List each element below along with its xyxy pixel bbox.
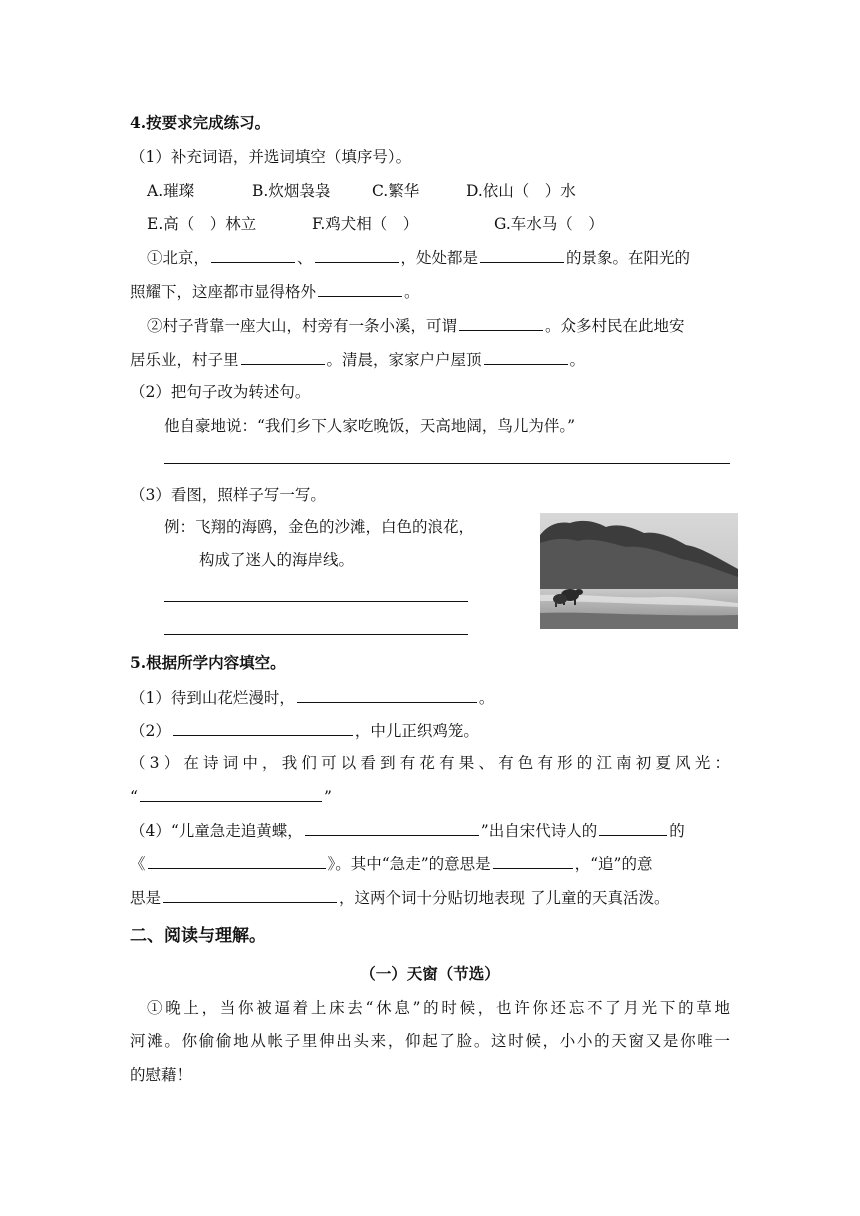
blank[interactable] bbox=[315, 246, 399, 263]
q4-part2-sentence: 他自豪地说：“我们乡下人家吃晚饭，天高地阔，鸟儿为伴。” bbox=[164, 417, 576, 435]
answer-line[interactable] bbox=[164, 634, 468, 635]
q5-line-4c: 思是 ，这两个词十分贴切地表现 了儿童的天真活泼。 bbox=[130, 886, 669, 909]
blank[interactable] bbox=[297, 686, 477, 703]
blank[interactable] bbox=[148, 852, 326, 869]
sentence-1-line-1: ①北京， 、 ，处处都是 的景象。在阳光的 bbox=[147, 246, 690, 269]
option-c: C.繁华 bbox=[372, 182, 420, 200]
section-2-title: 二、阅读与理解。 bbox=[130, 926, 266, 946]
passage-line-2: 河滩。你偷偷地从帐子里伸出头来，仰起了脸。这时候，小小的天窗又是你唯一 bbox=[130, 1032, 730, 1050]
q5-title: 5.根据所学内容填空。 bbox=[130, 653, 286, 672]
sentence-2-line-1: ②村子背靠一座大山，村旁有一条小溪，可谓 。众多村民在此地安 bbox=[147, 314, 685, 337]
blank[interactable] bbox=[305, 819, 479, 836]
q5-line-3: （3）在诗词中，我们可以看到有花有果、有色有形的江南初夏风光： bbox=[130, 754, 730, 772]
q4-title: 4.按要求完成练习。 bbox=[130, 113, 271, 132]
blank[interactable] bbox=[459, 314, 543, 331]
option-g: G.车水马（ ） bbox=[494, 215, 604, 233]
answer-line[interactable] bbox=[164, 463, 730, 464]
passage-line-3: 的慰藉！ bbox=[130, 1066, 193, 1084]
blank[interactable] bbox=[173, 719, 353, 736]
blank[interactable] bbox=[140, 785, 322, 802]
option-d: D.依山（ ）水 bbox=[466, 182, 576, 200]
q4-part2-instruction: （2）把句子改为转述句。 bbox=[130, 383, 311, 401]
example-line-2: 构成了迷人的海岸线。 bbox=[199, 551, 355, 569]
q5-line-3-answer: “ ” bbox=[130, 785, 332, 808]
blank[interactable] bbox=[493, 852, 573, 869]
blank[interactable] bbox=[163, 886, 337, 903]
option-b: B.炊烟袅袅 bbox=[252, 182, 331, 200]
q5-line-4b: 《 》。其中“急走”的意思是 ，“追”的意 bbox=[130, 852, 652, 875]
blank[interactable] bbox=[480, 246, 564, 263]
option-a: A.璀璨 bbox=[147, 182, 195, 200]
q5-line-1: （1）待到山花烂漫时， 。 bbox=[130, 686, 494, 709]
blank[interactable] bbox=[318, 280, 402, 297]
sentence-2-line-2: 居乐业，村子里 。清晨，家家户户屋顶 。 bbox=[130, 348, 585, 371]
passage-title: （一）天窗（节选） bbox=[360, 964, 500, 983]
q5-line-4a: （4）“儿童急走追黄蝶， ”出自宋代诗人的 的 bbox=[130, 819, 685, 842]
blank[interactable] bbox=[241, 348, 325, 365]
q5-line-2: （2） ，中儿正织鸡笼。 bbox=[130, 719, 479, 742]
blank[interactable] bbox=[211, 246, 295, 263]
blank[interactable] bbox=[484, 348, 568, 365]
answer-line[interactable] bbox=[164, 601, 468, 602]
option-e: E.高（ ）林立 bbox=[147, 215, 257, 233]
q4-part1-instruction: （1）补充词语，并选词填空（填序号）。 bbox=[130, 148, 412, 166]
landscape-photo bbox=[540, 513, 738, 629]
blank[interactable] bbox=[599, 819, 667, 836]
example-line-1: 例：飞翔的海鸥，金色的沙滩，白色的浪花， bbox=[164, 518, 475, 536]
option-f: F.鸡犬相（ ） bbox=[312, 215, 419, 233]
sentence-1-line-2: 照耀下，这座都市显得格外 。 bbox=[130, 280, 420, 303]
q4-part3-instruction: （3）看图，照样子写一写。 bbox=[130, 486, 326, 504]
passage-line-1: ①晚上，当你被逼着上床去“休息”的时候，也许你还忘不了月光下的草地 bbox=[147, 999, 730, 1017]
